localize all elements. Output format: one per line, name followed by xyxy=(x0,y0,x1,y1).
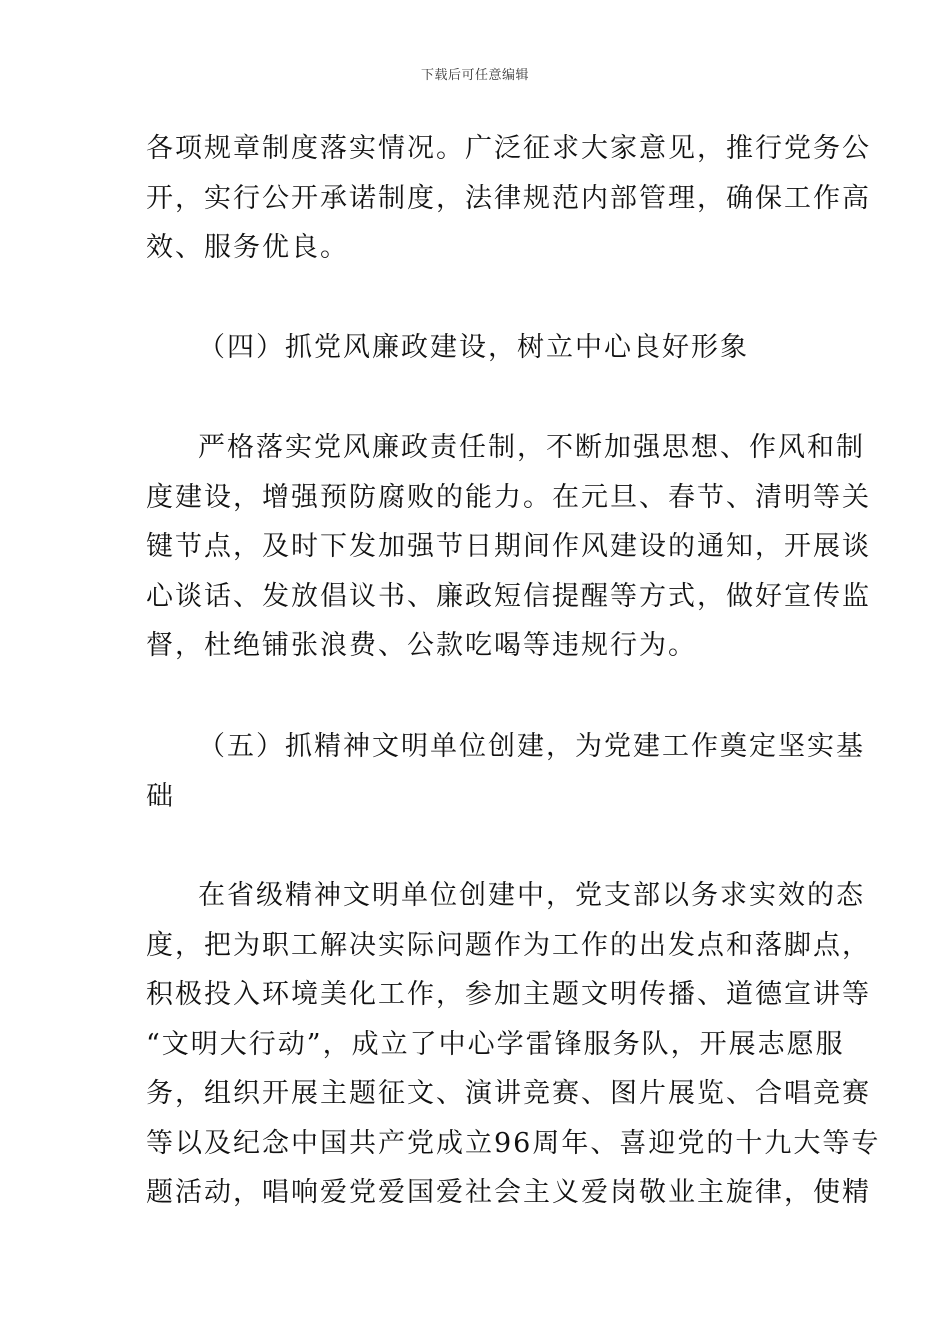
paragraph-line: 积极投入环境美化工作，参加主题文明传播、道德宣讲等 xyxy=(146,979,871,1010)
paragraph-line: 度，把为职工解决实际问题作为工作的出发点和落脚点， xyxy=(146,929,871,961)
heading-line: （四）抓党风廉政建设，树立中心良好形象 xyxy=(198,332,749,363)
paragraph-line: 开，实行公开承诺制度，法律规范内部管理，确保工作高 xyxy=(146,182,871,214)
paragraph-line: 键节点，及时下发加强节日期间作风建设的通知，开展谈 xyxy=(146,531,871,562)
heading-line: （五）抓精神文明单位创建，为党建工作奠定坚实基 xyxy=(198,731,865,762)
paragraph-line: 务，组织开展主题征文、演讲竞赛、图片展览、合唱竞赛 xyxy=(146,1078,871,1109)
paragraph-line: 效、服务优良。 xyxy=(146,232,349,263)
paragraph-line: “文明大行动”，成立了中心学雷锋服务队，开展志愿服 xyxy=(146,1028,845,1060)
section-heading-5 xyxy=(146,722,865,821)
section-heading-4 xyxy=(146,323,816,373)
paragraph-line: 在省级精神文明单位创建中，党支部以务求实效的态 xyxy=(198,880,865,911)
heading-line: 础 xyxy=(146,780,175,812)
paragraph-line: 督，杜绝铺张浪费、公款吃喝等违规行为。 xyxy=(146,630,697,661)
paragraph-2 xyxy=(146,423,871,671)
paragraph-line: 严格落实党风廉政责任制，不断加强思想、作风和制 xyxy=(198,432,865,463)
paragraph-line: 各项规章制度落实情况。广泛征求大家意见，推行党务公 xyxy=(146,133,871,164)
paragraph-line: 等以及纪念中国共产党成立96周年、喜迎党的十九大等专 xyxy=(146,1127,881,1159)
paragraph-line: 心谈话、发放倡议书、廉政短信提醒等方式，做好宣传监 xyxy=(146,580,871,612)
paragraph-line: 度建设，增强预防腐败的能力。在元旦、春节、清明等关 xyxy=(146,481,871,513)
paragraph-3 xyxy=(146,871,881,1218)
page-header: 下载后可任意编辑 xyxy=(420,68,529,83)
paragraph-line: 题活动，唱响爱党爱国爱社会主义爱岗敬业主旋律，使精 xyxy=(146,1177,871,1208)
paragraph-1 xyxy=(146,124,871,273)
